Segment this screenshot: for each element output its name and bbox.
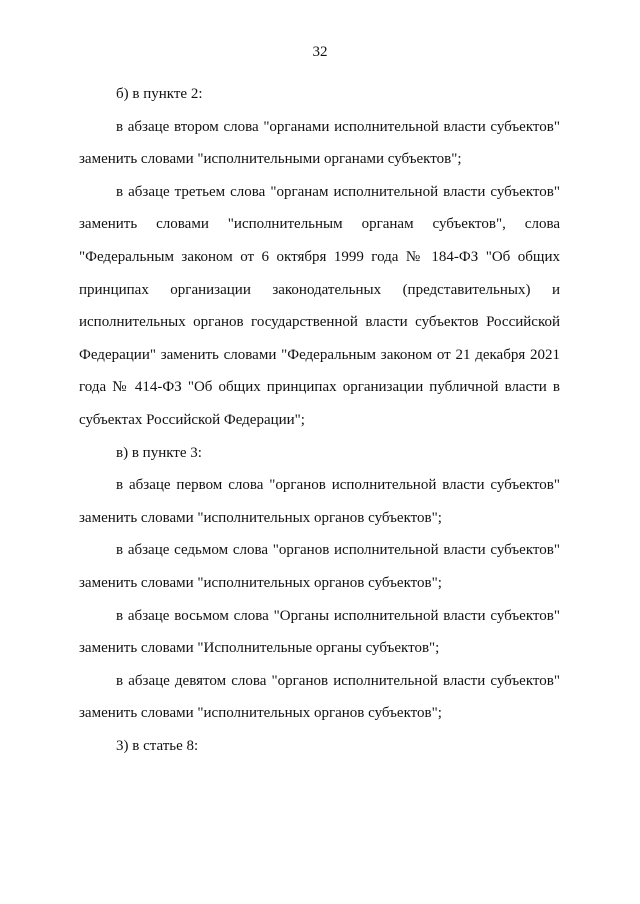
- page-number: 32: [312, 44, 328, 60]
- paragraph-subitem-b: б) в пункте 2:: [116, 86, 203, 102]
- paragraph-amendment: в абзаце третьем слова "органам исполнительной власти субъектов" заменить словами "исполнительным органам субъектов", слова "Федеральным законом от 6 октября 1999 года № 184-ФЗ "Об общих принципах организации законодательных (представительных) и исполнительных органов государственной власти субъектов Российской Федерации" заменить словами "Федеральным законом от 21 декабря 2021 года № 414-ФЗ "Об общих принципах организации публичной власти в субъектах Российской Федерации";: [79, 183, 560, 428]
- paragraph-article-8: 3) в статье 8:: [116, 737, 199, 754]
- document-body: [79, 78, 560, 762]
- paragraph-amendment: в абзаце первом слова "органов исполнительной власти субъектов" заменить словами "исполнительных органов субъектов";: [79, 477, 560, 526]
- paragraph-amendment: в абзаце восьмом слова "Органы исполнительной власти субъектов" заменить словами "Исполнительные органы субъектов";: [79, 607, 560, 657]
- paragraph-amendment: в абзаце девятом слова "органов исполнительной власти субъектов" заменить словами "исполнительных органов субъектов";: [79, 672, 560, 722]
- paragraph-amendment: в абзаце втором слова "органами исполнительной власти субъектов" заменить словами "исполнительными органами субъектов";: [79, 118, 560, 168]
- paragraph-subitem-v: в) в пункте 3:: [116, 444, 202, 461]
- paragraph-amendment: в абзаце седьмом слова "органов исполнительной власти субъектов" заменить словами "исполнительных органов субъектов";: [79, 542, 560, 591]
